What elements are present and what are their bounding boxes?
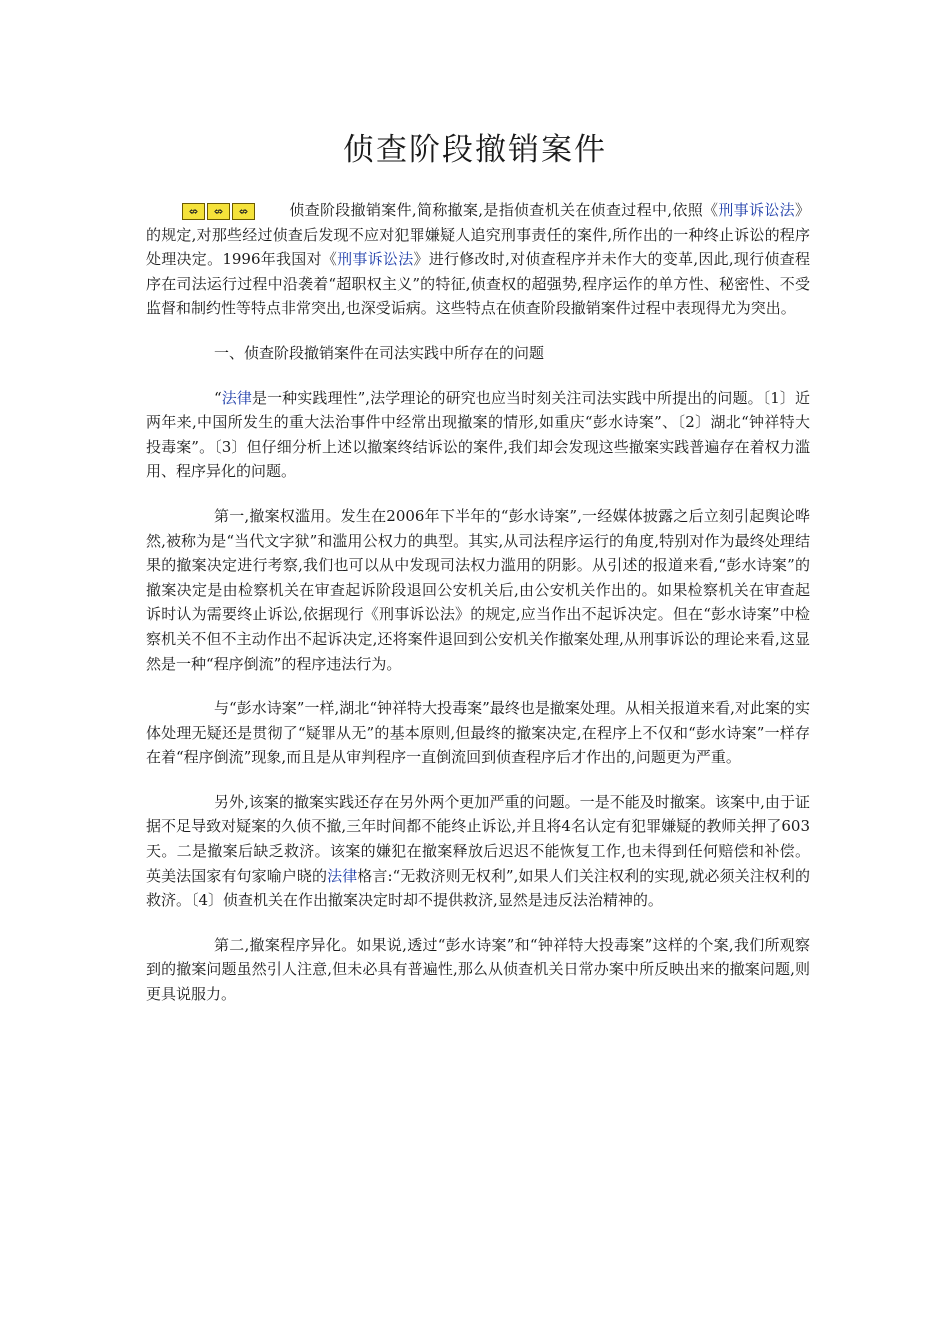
article-body — [146, 198, 810, 1027]
paragraph-2-text: 是一种实践理性”,法学理论的研究也应当时刻关注司法实践中所提出的问题。〔1〕近两年来,中国所发生的重大法治事件中经常出现撤案的情形,如重庆“彭水诗案”、〔2〕湖北“钟祥特大投毒案”。〔3〕但仔细分析上述以撤案终结诉讼的案件,我们却会发现这些撤案实践普遍存在着权力滥用、程序异化的问题。 — [146, 388, 810, 481]
puzzle-icon[interactable]: ⇎ — [207, 203, 230, 220]
paragraph-5-text-a: 另外,该案的撤案实践还存在另外两个更加严重的问题。一是不能及时撤案。该案中,由于证据不足导致对疑案的久侦不撤,三年时间都不能终止诉讼,并且将4名认定有犯罪嫌疑的教师关押了603天。二是撤案后缺乏救济。该案的嫌犯在撤案释放后迟迟不能恢复工作,也未得到任何赔偿和补偿。英美法国家有句家喻户晓的 — [146, 792, 810, 885]
intro-paragraph — [146, 198, 810, 321]
paragraph-zhongxiang-case: 与“彭水诗案”一样,湖北“钟祥特大投毒案”最终也是撤案处理。从相关报道来看,对此案的实体处理无疑还是贯彻了“疑罪从无”的基本原则,但最终的撤案决定,在程序上不仅和“彭水诗案”一样存在着“程序倒流”现象,而且是从审判程序一直倒流回到侦查程序后才作出的,问题更为严重。 — [146, 699, 810, 767]
puzzle-icon[interactable]: ⇎ — [182, 203, 205, 220]
criminal-procedure-law-link[interactable]: 刑事诉讼法 — [718, 201, 795, 219]
page-title: 侦查阶段撤销案件 — [343, 132, 607, 168]
puzzle-icon[interactable]: ⇎ — [232, 203, 255, 220]
law-link[interactable]: 法律 — [221, 388, 252, 407]
criminal-procedure-law-link-2[interactable]: 刑事诉讼法 — [337, 250, 414, 269]
intro-text-b: 》的规定,对那些经过侦查后发现不应对犯罪嫌疑人追究刑事责任的案件,所作出的一种终止诉讼的程序处理决定。1996年我国对《 — [146, 201, 810, 269]
paragraph-5-text-b: 格言:“无救济则无权利”,如果人们关注权利的实现,就必须关注权利的救济。〔4〕侦查机关在作出撤案决定时却不提供救济,显然是违反法治精神的。 — [146, 866, 810, 910]
section-heading: 一、侦查阶段撤销案件在司法实践中所存在的问题 — [214, 343, 545, 362]
paragraph-law-practice — [146, 386, 810, 484]
paragraph-power-abuse: 第一,撤案权滥用。发生在2006年下半年的“彭水诗案”,一经媒体披露之后立刻引起舆论哗然,被称为是“当代文字狱”和滥用公权力的典型。其实,从司法程序运行的角度,特别对作为最终处理结果的撤案决定进行考察,我们也可以从中发现司法权力滥用的阴影。从引述的报道来看,“彭水诗案”的撤案决定是由检察机关在审查起诉阶段退回公安机关后,由公安机关作出的。如果检察机关在审查起诉时认为需要终止诉讼,依据现行《刑事诉讼法》的规定,应当作出不起诉决定。但在“彭水诗案”中检察机关不但不主动作出不起诉决定,还将案件退回到公安机关作撤案处理,从刑事诉讼的理论来看,这显然是一种“程序倒流”的程序违法行为。 — [146, 506, 810, 673]
paragraph-remedy — [146, 790, 810, 913]
intro-text-c: 》进行修改时,对侦查程序并未作大的变革,因此,现行侦查程序在司法运行过程中沿袭着“超职权主义”的特征,侦查权的超强势,程序运作的单方性、秘密性、不受监督和制约性等特点非常突出,也深受诟病。这些特点在侦查阶段撤销案件过程中表现得尤为突出。 — [146, 250, 810, 318]
paragraph-procedure-alienation: 第二,撤案程序异化。如果说,透过“彭水诗案”和“钟祥特大投毒案”这样的个案,我们所观察到的撤案问题虽然引人注意,但未必具有普遍性,那么从侦查机关日常办案中所反映出来的撤案问题,则更具说服力。 — [146, 935, 810, 1004]
open-quote: “ — [214, 388, 222, 407]
law-link-2[interactable]: 法律 — [327, 866, 358, 885]
icon-group — [182, 203, 255, 220]
intro-text-a: 侦查阶段撤销案件,简称撤案,是指侦查机关在侦查过程中,依照《 — [289, 201, 719, 219]
